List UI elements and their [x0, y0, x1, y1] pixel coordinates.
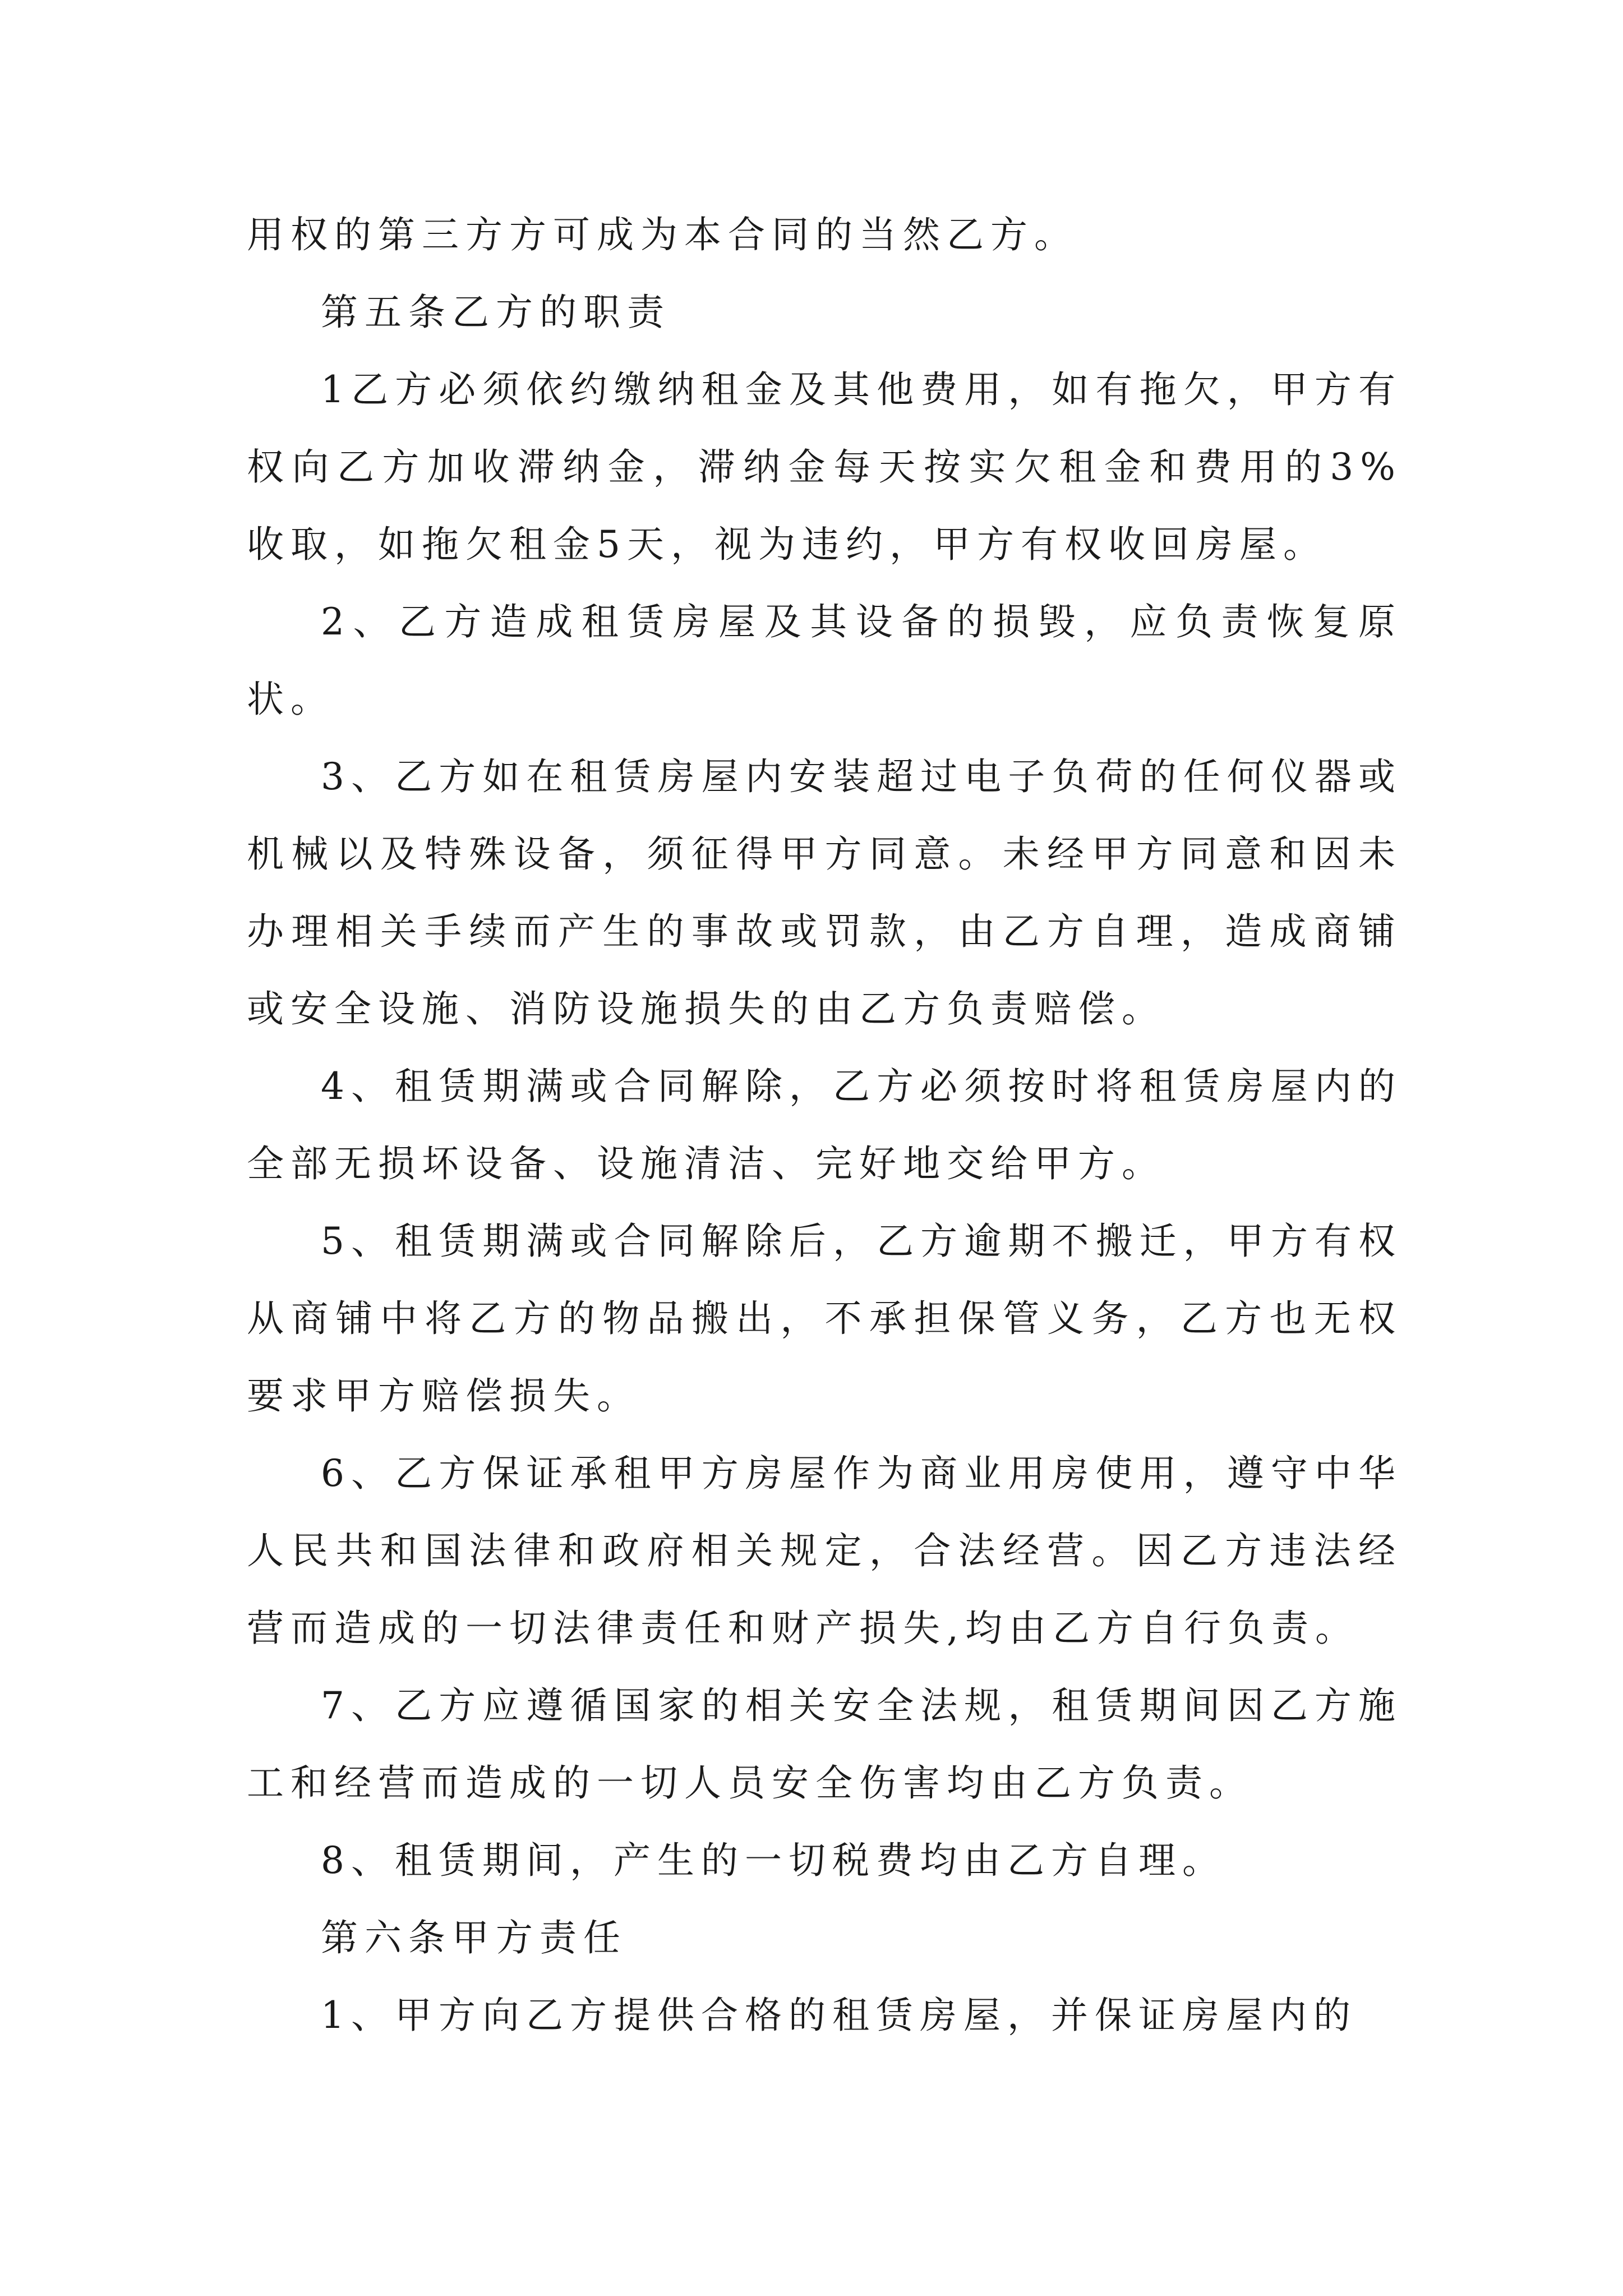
section-heading-article-5: 第五条乙方的职责: [321, 291, 671, 334]
paragraph-clause-5: 5、租赁期满或合同解除后，乙方逾期不搬迁，甲方有权从商铺中将乙方的物品搬出，不承担保管义务，乙方也无权要求甲方赔偿损失。: [247, 1220, 1402, 1418]
document-body: [247, 196, 1402, 2054]
paragraph-clause-3: 3、乙方如在租赁房屋内安装超过电子负荷的任何仪器或机械以及特殊设备，须征得甲方同意。未经甲方同意和因未办理相关手续而产生的事故或罚款，由乙方自理，造成商铺或安全设施、消防设施损失的由乙方负责赔偿。: [247, 755, 1402, 1030]
section-heading-article-6: 第六条甲方责任: [321, 1916, 627, 1959]
paragraph-lessor-clause-1: 1、甲方向乙方提供合格的租赁房屋，并保证房屋内的: [321, 1994, 1357, 2037]
paragraph-clause-6: 6、乙方保证承租甲方房屋作为商业用房使用，遵守中华人民共和国法律和政府相关规定，合法经营。因乙方违法经营而造成的一切法律责任和财产损失,均由乙方自行负责。: [247, 1452, 1402, 1650]
paragraph-clause-8: 8、租赁期间，产生的一切税费均由乙方自理。: [321, 1839, 1226, 1882]
paragraph-clause-7: 7、乙方应遵循国家的相关安全法规，租赁期间因乙方施工和经营而造成的一切人员安全伤害均由乙方负责。: [247, 1684, 1402, 1805]
paragraph-clause-2: 2、乙方造成租赁房屋及其设备的损毁，应负责恢复原状。: [247, 600, 1402, 721]
paragraph-continuation: 用权的第三方方可成为本合同的当然乙方。: [247, 213, 1078, 256]
paragraph-clause-4: 4、租赁期满或合同解除，乙方必须按时将租赁房屋内的全部无损坏设备、设施清洁、完好地交给甲方。: [247, 1065, 1402, 1185]
paragraph-clause-1: 1乙方必须依约缴纳租金及其他费用，如有拖欠，甲方有权向乙方加收滞纳金，滞纳金每天按实欠租金和费用的3%收取，如拖欠租金5天，视为违约，甲方有权收回房屋。: [247, 368, 1402, 566]
